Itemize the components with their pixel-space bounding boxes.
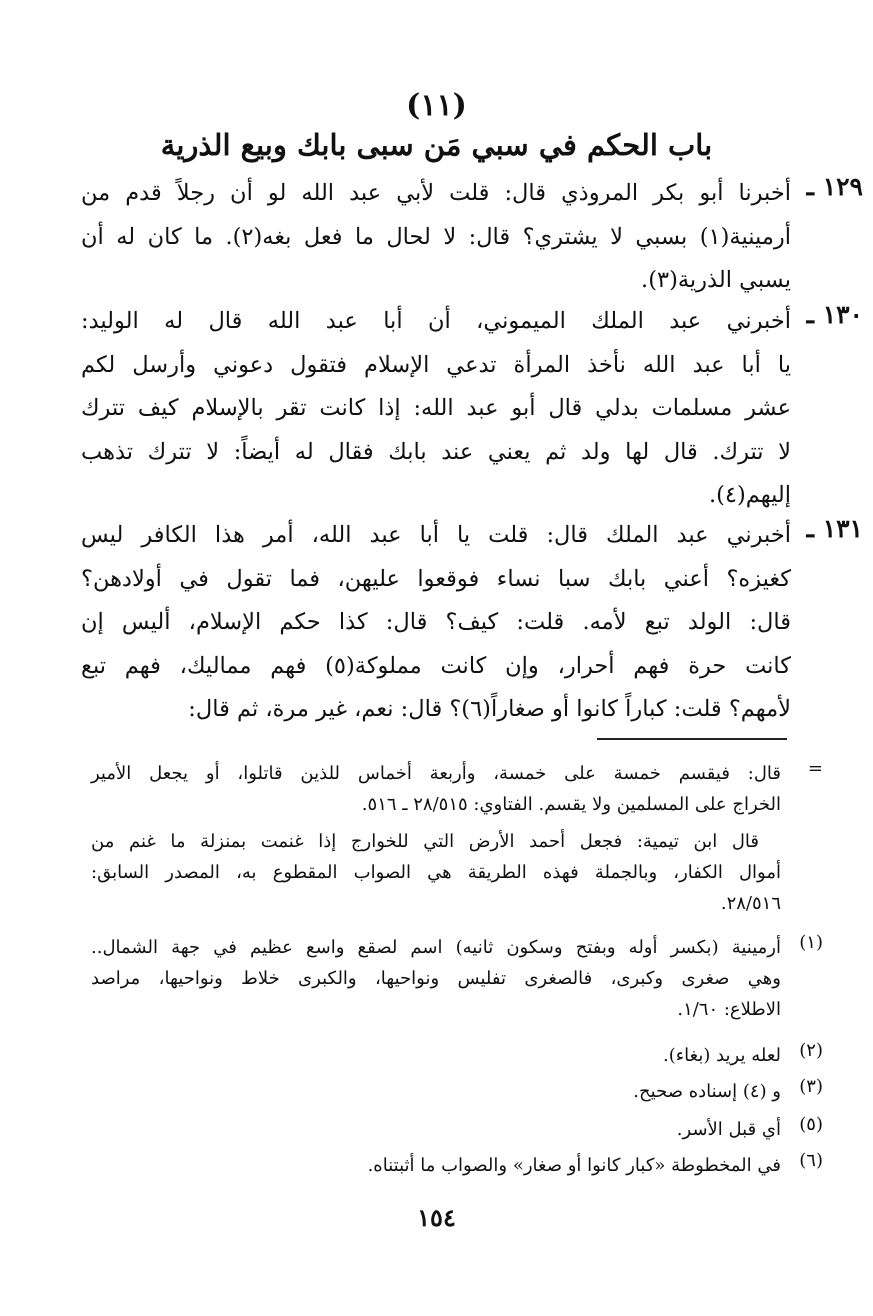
- footnote-separator: [597, 738, 787, 740]
- footnote-line: الاطلاع: ١/٦٠.: [677, 999, 781, 1020]
- entry-text-line: عشر مسلمات بدلي قال أبو عبد الله: إذا كانت تقر بالإسلام كيف تترك: [81, 395, 791, 421]
- footnote-ibn-taymiyyah: [91, 826, 781, 919]
- footnote-line: قال ابن تيمية: فجعل أحمد الأرض التي للخوارج إذا غنمت بمنزلة ما غنم من: [91, 831, 759, 852]
- footnote-line: وهي صغرى وكبرى، فالصغرى تفليس ونواحيها، والكبرى خلاط ونواحيها، مراصد: [91, 968, 781, 989]
- footnote-5: [91, 1114, 823, 1145]
- chapter-title: باب الحكم في سبي مَن سبى بابك وبيع الذرية: [160, 128, 713, 162]
- entry-text-line: إليهم(٤).: [708, 482, 791, 508]
- entry-text-line: كانت حرة فهم أحرار، وإن كانت مملوكة(٥) فهم مماليك، فهم تبع: [81, 652, 791, 679]
- page-number: ١٥٤: [417, 1203, 456, 1232]
- entry-text-line: يسبي الذرية(٣).: [641, 267, 791, 293]
- entry-text-line: لأمهم؟ قلت: كباراً كانوا أو صغاراً(٦)؟ قال: نعم، غير مرة، ثم قال:: [188, 696, 791, 722]
- hadith-entry-129: [81, 172, 863, 303]
- footnote-line: ٢٨/٥١٦.: [720, 893, 781, 914]
- footnote-marker: (٢): [799, 1040, 823, 1061]
- entry-number: ١٣٠ ـ: [806, 300, 863, 329]
- footnote-3: [91, 1076, 823, 1107]
- entry-text-line: لا تترك. قال لها ولد ثم يعني عند بابك فقال له أيضاً: لا تترك تذهب: [81, 438, 791, 465]
- footnote-line: الخراج على المسلمين ولا يقسم. الفتاوي: ٢٨/٥١٥ ـ ٥١٦.: [361, 794, 781, 815]
- footnote-continuation: [91, 758, 823, 820]
- entry-number: ١٣١ ـ: [806, 514, 863, 543]
- footnote-marker: =: [807, 758, 823, 779]
- footnote-marker: (٣): [799, 1076, 823, 1097]
- footnote-marker: (١): [799, 932, 823, 953]
- footnote-2: [91, 1040, 823, 1071]
- footnote-6: [91, 1150, 823, 1181]
- footnote-line: لعله يريد (بغاء).: [662, 1045, 781, 1066]
- entry-text-line: قال: الولد تبع لأمه. قلت: كيف؟ قال: كذا حكم الإسلام، أليس إن: [81, 609, 791, 635]
- footnote-1: [91, 932, 823, 1025]
- entry-text-line: أرمينية(١) بسبي لا يشتري؟ قال: لا لحال ما فعل بغه(٢). ما كان له أن: [81, 223, 791, 250]
- footnote-marker: (٥): [799, 1114, 823, 1135]
- footnote-line: و (٤) إسناده صحيح.: [633, 1081, 781, 1102]
- entry-text-line: كغيزه؟ أعني بابك سبا نساء فوقعوا عليهن، فما تقول في أولادهن؟: [81, 565, 791, 592]
- entry-text-line: أخبرني عبد الملك الميموني، أن أبا عبد الله قال له الوليد:: [81, 308, 791, 334]
- entry-text-line: أخبرني عبد الملك قال: قلت يا أبا عبد الله، أمر هذا الكافر ليس: [81, 522, 791, 548]
- entry-text-line: أخبرنا أبو بكر المروذي قال: قلت لأبي عبد الله لو أن رجلاً قدم من: [81, 180, 791, 206]
- footnote-line: أرمينية (بكسر أوله وبفتح وسكون ثانيه) اسم لصقع واسع عظيم في جهة الشمال..: [91, 937, 781, 958]
- footnote-marker: (٦): [799, 1150, 823, 1171]
- hadith-entry-131: [81, 514, 863, 732]
- footnote-line: في المخطوطة «كبار كانوا أو صغار» والصواب ما أثبتناه.: [367, 1155, 781, 1176]
- hadith-entry-130: [81, 300, 863, 518]
- footnote-line: أي قبل الأسر.: [676, 1119, 781, 1140]
- entry-text-line: يا أبا عبد الله نأخذ المرأة تدعي الإسلام فتقول دعوني وأرسل لكم: [81, 351, 791, 378]
- entry-number: ١٢٩ ـ: [806, 172, 863, 201]
- chapter-number: (١١): [406, 88, 467, 123]
- footnote-line: قال: فيقسم خمسة على خمسة، وأربعة أخماس للذين قاتلوا، أو يجعل الأمير: [91, 763, 781, 784]
- footnote-line: أموال الكفار، وبالجملة فهذه الطريقة هي الصواب المقطوع به، المصدر السابق:: [91, 862, 781, 883]
